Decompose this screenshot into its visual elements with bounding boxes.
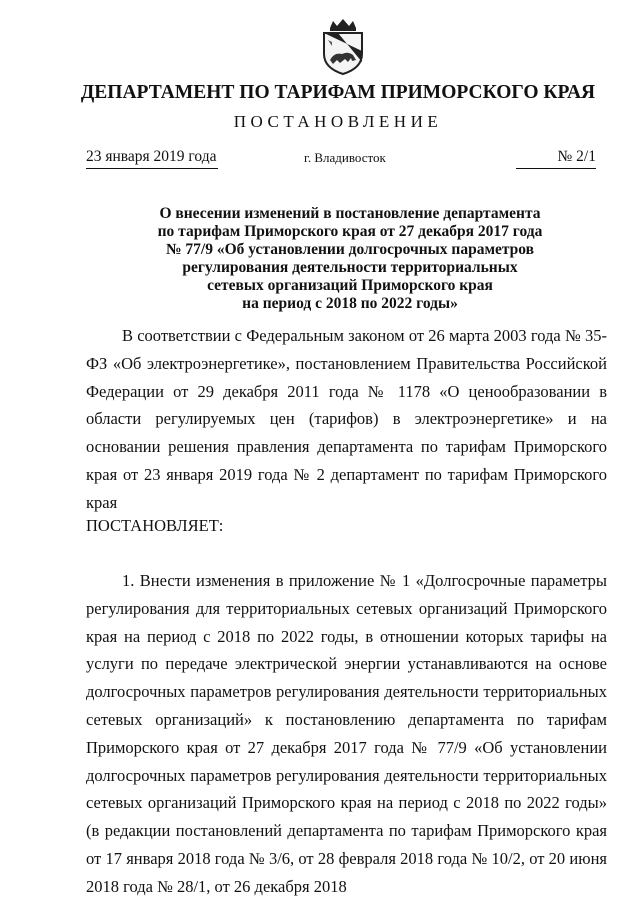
document-city: г. Владивосток xyxy=(304,150,386,165)
resolve-heading: ПОСТАНОВЛЯЕТ: xyxy=(86,516,224,535)
subject-line: О внесении изменений в постановление департамента xyxy=(159,205,541,222)
document-date: 23 января 2019 года xyxy=(86,148,218,169)
document-type: ПОСТАНОВЛЕНИЕ xyxy=(233,112,443,131)
subject-line: по тарифам Приморского края от 27 декабря 2017 года xyxy=(157,223,543,240)
document-meta xyxy=(82,148,602,172)
document-subject xyxy=(140,205,560,313)
subject-line: № 77/9 «Об установлении долгосрочных параметров xyxy=(165,241,535,258)
subject-line: регулирования деятельности территориальных xyxy=(182,259,518,276)
subject-line: сетевых организаций Приморского края xyxy=(207,277,493,294)
document-number: № 2/1 xyxy=(516,148,596,169)
subject-line: на период с 2018 по 2022 годы» xyxy=(242,295,458,312)
primorsky-krai-coat-of-arms-icon xyxy=(318,18,368,76)
department-title: ДЕПАРТАМЕНТ ПО ТАРИФАМ ПРИМОРСКОГО КРАЯ xyxy=(80,82,596,103)
preamble-paragraph: В соответствии с Федеральным законом от 26 марта 2003 года № 35-ФЗ «Об электроэнергетике», постановлением Правительства Российской Федерации от 29 декабря 2011 года № 1178 «О ценообразовании в области регулируемых цен (тарифов) в электроэнергетике» и на основании решения правления департамента по тарифам Приморского края от 23 января 2019 года № 2 департамент по тарифам Приморского края xyxy=(86,326,607,512)
item-1-paragraph: 1. Внести изменения в приложение № 1 «Долгосрочные параметры регулирования для территориальных сетевых организаций Приморского края на период с 2018 по 2022 годы, в отношении которых тарифы на услуги по передаче электрической энергии устанавливаются на основе долгосрочных параметров регулирования деятельности территориальных сетевых организаций» к постановлению департамента по тарифам Приморского края от 27 декабря 2017 года № 77/9 «Об установлении долгосрочных параметров регулирования деятельности территориальных сетевых организаций Приморского края на период с 2018 по 2022 годы» (в редакции постановлений департамента по тарифам Приморского края от 17 января 2018 года № 3/6, от 28 февраля 2018 года № 10/2, от 20 июня 2018 года № 28/1, от 26 декабря 2018 xyxy=(86,571,607,896)
